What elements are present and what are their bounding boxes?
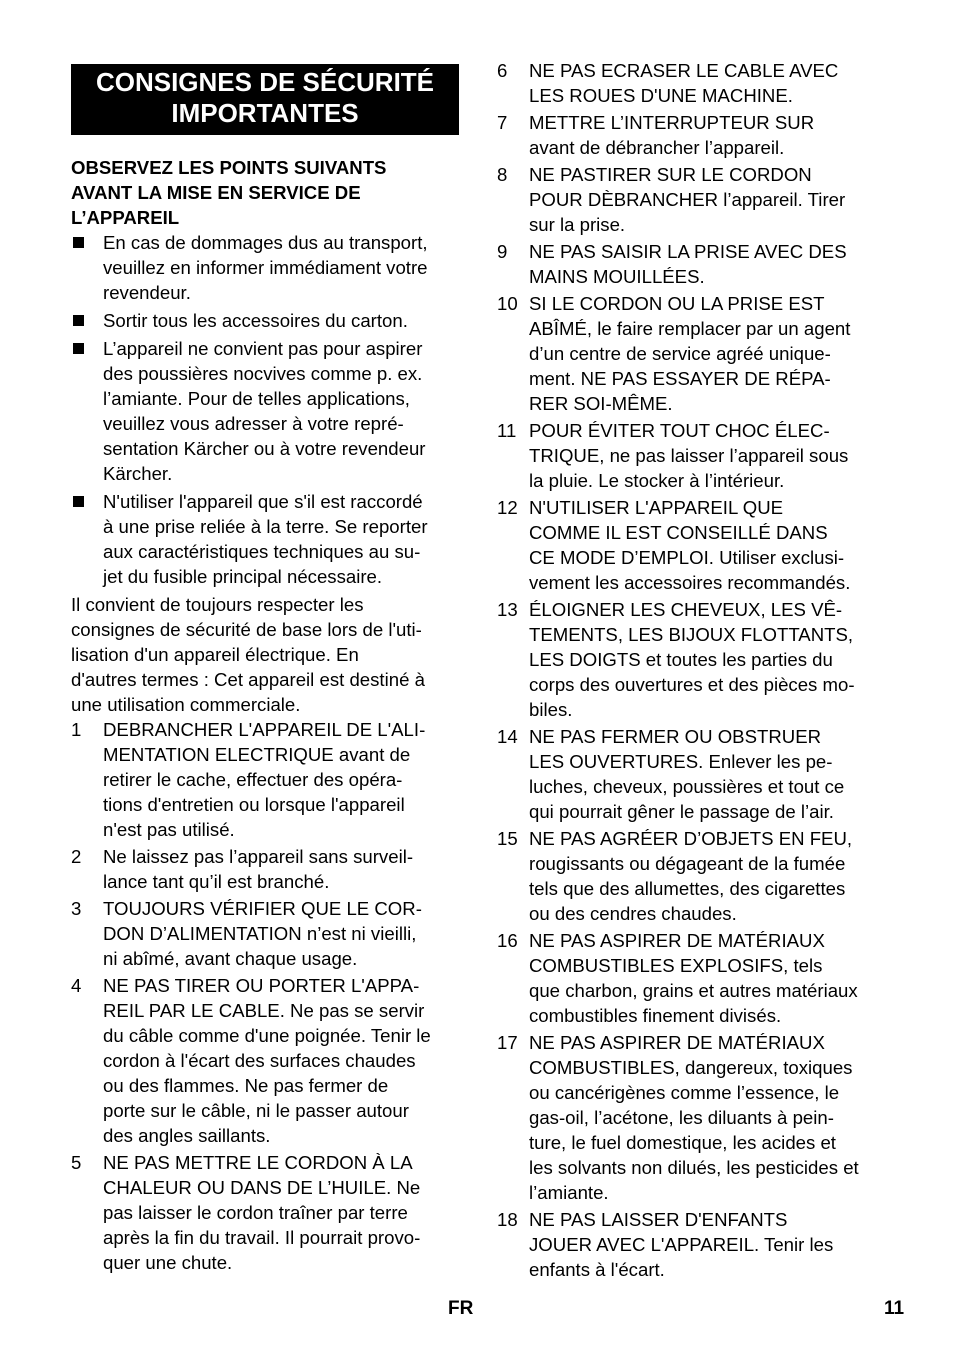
item-line: ment. NE PAS ESSAYER DE RÉPA- xyxy=(529,368,831,389)
item-line: REIL PAR LE CABLE. Ne pas se servir xyxy=(103,1000,425,1021)
item-line: ou des cendres chaudes. xyxy=(529,903,737,924)
item-number: 13 xyxy=(497,599,518,620)
item-line: porte sur le câble, ni le passer autour xyxy=(103,1100,409,1121)
numbered-item xyxy=(497,1207,887,1282)
item-line: ABÎMÉ, le faire remplacer par un agent xyxy=(529,318,851,339)
numbered-item xyxy=(497,291,887,416)
item-line: NE PASTIRER SUR LE CORDON xyxy=(529,164,812,185)
numbered-item xyxy=(497,239,887,289)
item-line: des angles saillants. xyxy=(103,1125,271,1146)
item-number: 4 xyxy=(71,975,82,996)
item-line: NE PAS ECRASER LE CABLE AVEC xyxy=(529,60,839,81)
numbered-item xyxy=(71,973,459,1148)
item-line: les solvants non dilués, les pesticides et xyxy=(529,1157,859,1178)
left-column xyxy=(71,64,459,1277)
item-number: 17 xyxy=(497,1032,518,1053)
item-line: LES ROUES D'UNE MACHINE. xyxy=(529,85,793,106)
item-line: SI LE CORDON OU LA PRISE EST xyxy=(529,293,825,314)
item-line: gas-oil, l’acétone, les diluants à pein- xyxy=(529,1107,834,1128)
intro-line: Il convient de toujours respecter les xyxy=(71,594,364,615)
item-line: ni abîmé, avant chaque usage. xyxy=(103,948,358,969)
item-line: avant de débrancher l’appareil. xyxy=(529,137,785,158)
item-number: 18 xyxy=(497,1209,518,1230)
item-line: cordon à l'écart des surfaces chaudes xyxy=(103,1050,416,1071)
bullet-line: veuillez en informer immédiament votre xyxy=(103,257,428,278)
item-line: RER SOI-MÊME. xyxy=(529,393,673,414)
item-line: NE PAS TIRER OU PORTER L'APPA- xyxy=(103,975,420,996)
item-line: retirer le cache, effectuer des opéra- xyxy=(103,769,403,790)
numbered-item xyxy=(497,724,887,824)
numbered-item xyxy=(497,1030,887,1205)
bullet-line: L’appareil ne convient pas pour aspirer xyxy=(103,338,423,359)
bullet-square-icon xyxy=(73,315,84,326)
right-column xyxy=(497,58,887,1284)
numbered-item xyxy=(71,717,459,842)
item-line: n'est pas utilisé. xyxy=(103,819,235,840)
numbered-item xyxy=(497,110,887,160)
subheading xyxy=(71,155,459,230)
item-line: LES OUVERTURES. Enlever les pe- xyxy=(529,751,833,772)
item-line: ÉLOIGNER LES CHEVEUX, LES VÊ- xyxy=(529,599,843,620)
item-number: 6 xyxy=(497,60,508,81)
item-line: la pluie. Le stocker à l’intérieur. xyxy=(529,470,785,491)
item-line: TEMENTS, LES BIJOUX FLOTTANTS, xyxy=(529,624,854,645)
item-number: 14 xyxy=(497,726,518,747)
item-line: NE PAS AGRÉER D’OBJETS EN FEU, xyxy=(529,828,853,849)
item-number: 9 xyxy=(497,241,508,262)
item-number: 16 xyxy=(497,930,518,951)
item-line: tions d'entretien ou lorsque l'appareil xyxy=(103,794,405,815)
item-line: N'UTILISER L'APPAREIL QUE xyxy=(529,497,784,518)
subhead-line: L’APPAREIL xyxy=(71,207,180,228)
bullet-square-icon xyxy=(73,237,84,248)
bullet-item xyxy=(71,336,459,486)
numbered-item xyxy=(497,58,887,108)
item-line: NE PAS ASPIRER DE MATÉRIAUX xyxy=(529,930,825,951)
intro-paragraph xyxy=(71,592,459,717)
item-line: biles. xyxy=(529,699,573,720)
item-line: METTRE L’INTERRUPTEUR SUR xyxy=(529,112,815,133)
item-number: 5 xyxy=(71,1152,82,1173)
item-number: 7 xyxy=(497,112,508,133)
bullet-line: Sortir tous les accessoires du carton. xyxy=(103,310,408,331)
item-line: ture, le fuel domestique, les acides et xyxy=(529,1132,836,1153)
title-line: IMPORTANTES xyxy=(171,98,359,128)
item-line: l’amiante. xyxy=(529,1182,609,1203)
intro-line: consignes de sécurité de base lors de l'uti- xyxy=(71,619,422,640)
subhead-line: OBSERVEZ LES POINTS SUIVANTS xyxy=(71,157,387,178)
numbered-item xyxy=(497,597,887,722)
item-line: COMME IL EST CONSEILLÉ DANS xyxy=(529,522,828,543)
item-line: DON D’ALIMENTATION n’est ni vieilli, xyxy=(103,923,417,944)
item-line: POUR DÈBRANCHER l’appareil. Tirer xyxy=(529,189,846,210)
item-number: 2 xyxy=(71,846,82,867)
numbered-item xyxy=(497,928,887,1028)
bullet-line: jet du fusible principal nécessaire. xyxy=(103,566,383,587)
item-number: 15 xyxy=(497,828,518,849)
item-number: 10 xyxy=(497,293,518,314)
intro-line: d'autres termes : Cet appareil est destiné à xyxy=(71,669,425,690)
numbered-item xyxy=(497,418,887,493)
numbered-list-right xyxy=(497,58,887,1282)
item-line: ou cancérigènes comme l’essence, le xyxy=(529,1082,840,1103)
item-line: NE PAS LAISSER D'ENFANTS xyxy=(529,1209,788,1230)
bullet-line: l’amiante. Pour de telles applications, xyxy=(103,388,410,409)
item-line: qui pourrait gêner le passage de l’air. xyxy=(529,801,834,822)
numbered-item xyxy=(71,896,459,971)
item-line: NE PAS ASPIRER DE MATÉRIAUX xyxy=(529,1032,825,1053)
item-line: lance tant qu’il est branché. xyxy=(103,871,330,892)
item-line: DEBRANCHER L'APPAREIL DE L'ALI- xyxy=(103,719,426,740)
bullet-item xyxy=(71,489,459,589)
numbered-item xyxy=(497,826,887,926)
bullet-square-icon xyxy=(73,343,84,354)
bullet-list xyxy=(71,230,459,589)
item-line: NE PAS FERMER OU OBSTRUER xyxy=(529,726,822,747)
item-number: 1 xyxy=(71,719,82,740)
item-line: Ne laissez pas l’appareil sans surveil- xyxy=(103,846,414,867)
numbered-item xyxy=(497,495,887,595)
item-line: que charbon, grains et autres matériaux xyxy=(529,980,858,1001)
item-line: tels que des allumettes, des cigarettes xyxy=(529,878,846,899)
bullet-line: veuillez vous adresser à votre repré- xyxy=(103,413,404,434)
item-line: POUR ÉVITER TOUT CHOC ÉLEC- xyxy=(529,420,830,441)
item-line: COMBUSTIBLES, dangereux, toxiques xyxy=(529,1057,853,1078)
item-line: sur la prise. xyxy=(529,214,626,235)
item-line: NE PAS METTRE LE CORDON À LA xyxy=(103,1152,413,1173)
item-line: rougissants ou dégageant de la fumée xyxy=(529,853,846,874)
section-title xyxy=(71,64,459,135)
item-line: LES DOIGTS et toutes les parties du xyxy=(529,649,833,670)
intro-line: une utilisation commerciale. xyxy=(71,694,301,715)
footer-language: FR xyxy=(448,1298,474,1319)
item-line: d’un centre de service agréé unique- xyxy=(529,343,831,364)
item-number: 12 xyxy=(497,497,518,518)
item-number: 8 xyxy=(497,164,508,185)
bullet-line: revendeur. xyxy=(103,282,191,303)
bullet-square-icon xyxy=(73,496,84,507)
item-line: combustibles finement divisés. xyxy=(529,1005,782,1026)
bullet-line: En cas de dommages dus au transport, xyxy=(103,232,428,253)
bullet-item xyxy=(71,308,459,333)
item-line: TOUJOURS VÉRIFIER QUE LE COR- xyxy=(103,898,422,919)
numbered-item xyxy=(71,844,459,894)
intro-line: lisation d'un appareil électrique. En xyxy=(71,644,359,665)
item-line: CE MODE D’EMPLOI. Utiliser exclusi- xyxy=(529,547,845,568)
item-line: du câble comme d'une poignée. Tenir le xyxy=(103,1025,431,1046)
item-line: MENTATION ELECTRIQUE avant de xyxy=(103,744,411,765)
item-line: COMBUSTIBLES EXPLOSIFS, tels xyxy=(529,955,823,976)
bullet-item xyxy=(71,230,459,305)
bullet-line: Kärcher. xyxy=(103,463,173,484)
item-line: quer une chute. xyxy=(103,1252,233,1273)
bullet-line: des poussières nocvives comme p. ex. xyxy=(103,363,423,384)
item-line: JOUER AVEC L'APPAREIL. Tenir les xyxy=(529,1234,834,1255)
item-line: enfants à l'écart. xyxy=(529,1259,665,1280)
bullet-line: sentation Kärcher ou à votre revendeur xyxy=(103,438,426,459)
page-number: 11 xyxy=(884,1298,905,1319)
numbered-item xyxy=(497,162,887,237)
item-line: pas laisser le cordon traîner par terre xyxy=(103,1202,408,1223)
item-number: 11 xyxy=(497,420,517,441)
numbered-item xyxy=(71,1150,459,1275)
item-line: NE PAS SAISIR LA PRISE AVEC DES xyxy=(529,241,847,262)
item-line: luches, cheveux, poussières et tout ce xyxy=(529,776,845,797)
bullet-line: aux caractéristiques techniques au su- xyxy=(103,541,421,562)
item-line: corps des ouvertures et des pièces mo- xyxy=(529,674,855,695)
item-line: TRIQUE, ne pas laisser l’appareil sous xyxy=(529,445,849,466)
numbered-list-left xyxy=(71,717,459,1275)
title-line: CONSIGNES DE SÉCURITÉ xyxy=(95,67,435,97)
item-line: vement les accessoires recommandés. xyxy=(529,572,851,593)
bullet-line: N'utiliser l'appareil que s'il est raccordé xyxy=(103,491,423,512)
bullet-line: à une prise reliée à la terre. Se reporter xyxy=(103,516,428,537)
item-line: CHALEUR OU DANS DE L’HUILE. Ne xyxy=(103,1177,421,1198)
item-line: MAINS MOUILLÉES. xyxy=(529,266,705,287)
subhead-line: AVANT LA MISE EN SERVICE DE xyxy=(71,182,361,203)
item-number: 3 xyxy=(71,898,82,919)
item-line: ou des flammes. Ne pas fermer de xyxy=(103,1075,389,1096)
item-line: après la fin du travail. Il pourrait provo- xyxy=(103,1227,421,1248)
